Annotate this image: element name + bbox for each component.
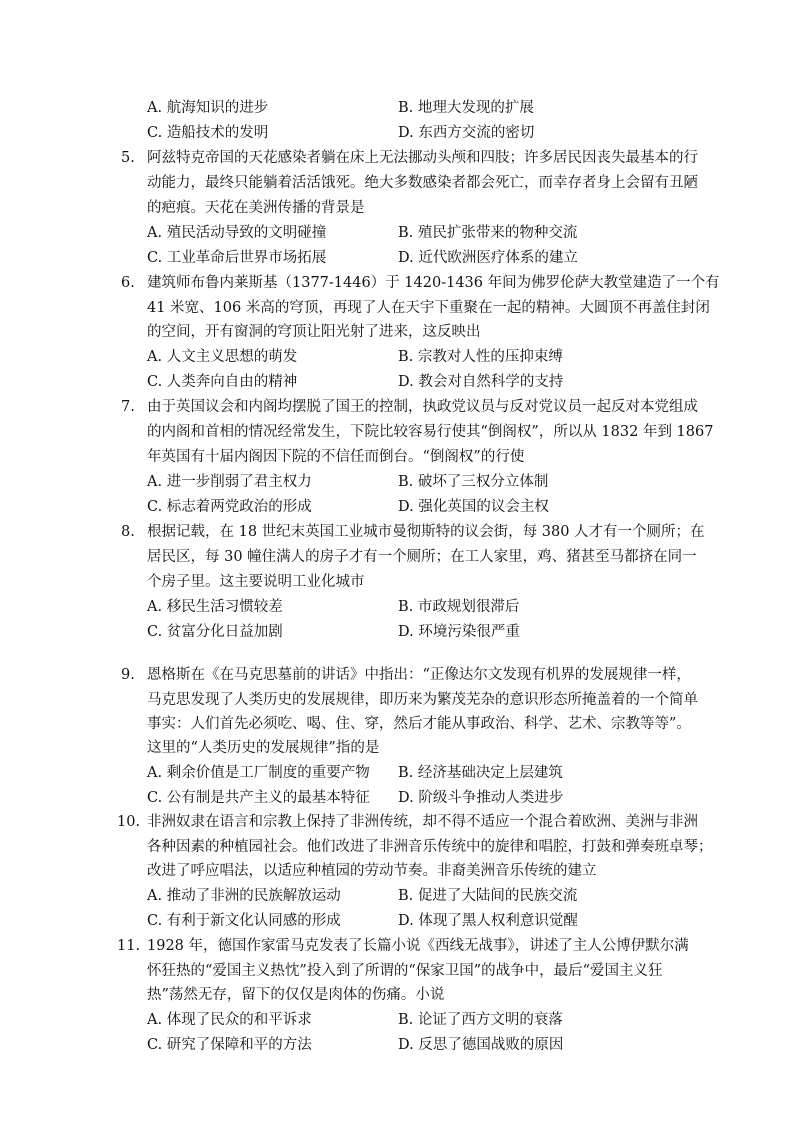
q5-stem-line-2: 动能力，最终只能躺着活活饿死。绝大多数感染者都会死亡，而幸存者身上会留有丑陋 — [147, 175, 698, 191]
q4-option-d: D. 东西方交流的密切 — [398, 125, 535, 141]
q10-option-c: C. 有利于新文化认同感的形成 — [147, 913, 341, 929]
q5-option-b: B. 殖民扩张带来的物种交流 — [398, 225, 578, 241]
q11-number: 11. — [117, 938, 141, 954]
q6-option-c: C. 人类奔向自由的精神 — [147, 374, 298, 390]
q10-stem-line-2: 各种因素的种植园社会。他们改进了非洲音乐传统中的旋律和唱腔，打鼓和弹奏班卓琴； — [147, 839, 713, 855]
q5-option-c: C. 工业革命后世界市场拓展 — [147, 250, 327, 266]
q11-option-c: C. 研究了保障和平的方法 — [147, 1037, 312, 1053]
q6-number: 6. — [121, 275, 135, 291]
q8-option-c: C. 贫富分化日益加剧 — [147, 624, 283, 640]
q5-option-a: A. 殖民活动导致的文明碰撞 — [147, 225, 327, 241]
q5-stem-line-3: 的疤痕。天花在美洲传播的背景是 — [147, 200, 365, 216]
q6-option-a: A. 人文主义思想的萌发 — [147, 349, 298, 365]
q4-option-c: C. 造船技术的发明 — [147, 125, 269, 141]
q9-option-a: A. 剩余价值是工厂制度的重要产物 — [147, 765, 370, 781]
q7-option-a: A. 进一步削弱了君主权力 — [147, 474, 312, 490]
q9-stem-line-1: 恩格斯在《在马克思墓前的讲话》中指出：“正像达尔文发现有机界的发展规律一样， — [147, 667, 691, 683]
q11-stem-line-2: 怀狂热的“爱国主义热忱”投入到了所谓的“保家卫国”的战争中，最后“爱国主义狂 — [147, 963, 663, 979]
q10-stem-line-1: 非洲奴隶在语言和宗教上保持了非洲传统，却不得不适应一个混合着欧洲、美洲与非洲 — [147, 814, 698, 830]
q7-stem-line-2: 的内阁和首相的情况经常发生，下院比较容易行使其“倒阁权”，所以从 1832 年到 1867 — [147, 424, 714, 440]
q4-option-a: A. 航海知识的进步 — [147, 100, 269, 116]
q6-stem-line-2: 41 米宽、106 米高的穹顶，再现了人在天宇下重聚在一起的精神。大圆顶不再盖住封闭 — [147, 300, 710, 316]
q9-option-b: B. 经济基础决定上层建筑 — [398, 765, 563, 781]
q6-option-b: B. 宗教对人性的压抑束缚 — [398, 349, 563, 365]
q10-stem-line-3: 改进了呼应唱法，以适应种植园的劳动节奏。非裔美洲音乐传统的建立 — [147, 863, 597, 879]
q9-stem-line-4: 这里的“人类历史的发展规律”指的是 — [147, 740, 380, 756]
q11-stem-line-1: 1928 年，德国作家雷马克发表了长篇小说《西线无战事》，讲述了主人公博伊默尔满 — [147, 938, 689, 954]
q9-stem-line-3: 事实：人们首先必须吃、喝、住、穿，然后才能从事政治、科学、艺术、宗教等等”。 — [147, 716, 691, 732]
q10-option-a: A. 推动了非洲的民族解放运动 — [147, 888, 341, 904]
q5-option-d: D. 近代欧洲医疗体系的建立 — [398, 250, 578, 266]
q8-number: 8. — [121, 524, 135, 540]
q9-option-d: D. 阶级斗争推动人类进步 — [398, 790, 564, 806]
q7-stem-line-1: 由于英国议会和内阁均摆脱了国王的控制，执政党议员与反对党议员一起反对本党组成 — [147, 399, 698, 415]
q8-option-a: A. 移民生活习惯较差 — [147, 599, 283, 615]
q6-stem-line-3: 的空间，开有窗洞的穹顶让阳光射了进来，这反映出 — [147, 324, 481, 340]
q9-stem-line-2: 马克思发现了人类历史的发展规律，即历来为繁茂芜杂的意识形态所掩盖着的一个简单 — [147, 692, 698, 708]
q6-option-d: D. 教会对自然科学的支持 — [398, 374, 564, 390]
q5-stem-line-1: 阿兹特克帝国的天花感染者躺在床上无法挪动头颅和四肢；许多居民因丧失最基本的行 — [147, 150, 698, 166]
q11-option-a: A. 体现了民众的和平诉求 — [147, 1012, 312, 1028]
q7-stem-line-3: 年英国有十届内阁因下院的不信任而倒台。“倒阁权”的行使 — [147, 449, 525, 465]
q7-option-d: D. 强化英国的议会主权 — [398, 499, 549, 515]
q8-option-b: B. 市政规划很滞后 — [398, 599, 520, 615]
q11-stem-line-3: 热”荡然无存，留下的仅仅是肉体的伤痛。小说 — [147, 987, 445, 1003]
q5-number: 5. — [121, 150, 135, 166]
q10-number: 10. — [117, 814, 141, 830]
q7-option-c: C. 标志着两党政治的形成 — [147, 499, 312, 515]
q9-number: 9. — [121, 667, 135, 683]
q10-option-b: B. 促进了大陆间的民族交流 — [398, 888, 578, 904]
q8-stem-line-3: 个房子里。这主要说明工业化城市 — [147, 574, 365, 590]
q7-option-b: B. 破坏了三权分立体制 — [398, 474, 549, 490]
q4-option-b: B. 地理大发现的扩展 — [398, 100, 534, 116]
q11-option-d: D. 反思了德国战败的原因 — [398, 1037, 564, 1053]
q9-option-c: C. 公有制是共产主义的最基本特征 — [147, 790, 370, 806]
q8-option-d: D. 环境污染很严重 — [398, 624, 520, 640]
q8-stem-line-2: 居民区，每 30 幢住满人的房子才有一个厕所；在工人家里，鸡、猪甚至马都挤在同一 — [147, 549, 697, 565]
q7-number: 7. — [121, 399, 135, 415]
q10-option-d: D. 体现了黑人权利意识觉醒 — [398, 913, 578, 929]
q6-stem-line-1: 建筑师布鲁内莱斯基（1377-1446）于 1420-1436 年间为佛罗伦萨大教堂建造了一个有 — [147, 275, 720, 291]
q8-stem-line-1: 根据记载，在 18 世纪末英国工业城市曼彻斯特的议会街，每 380 人才有一个厕所；在 — [147, 524, 705, 540]
q11-option-b: B. 论证了西方文明的衰落 — [398, 1012, 563, 1028]
